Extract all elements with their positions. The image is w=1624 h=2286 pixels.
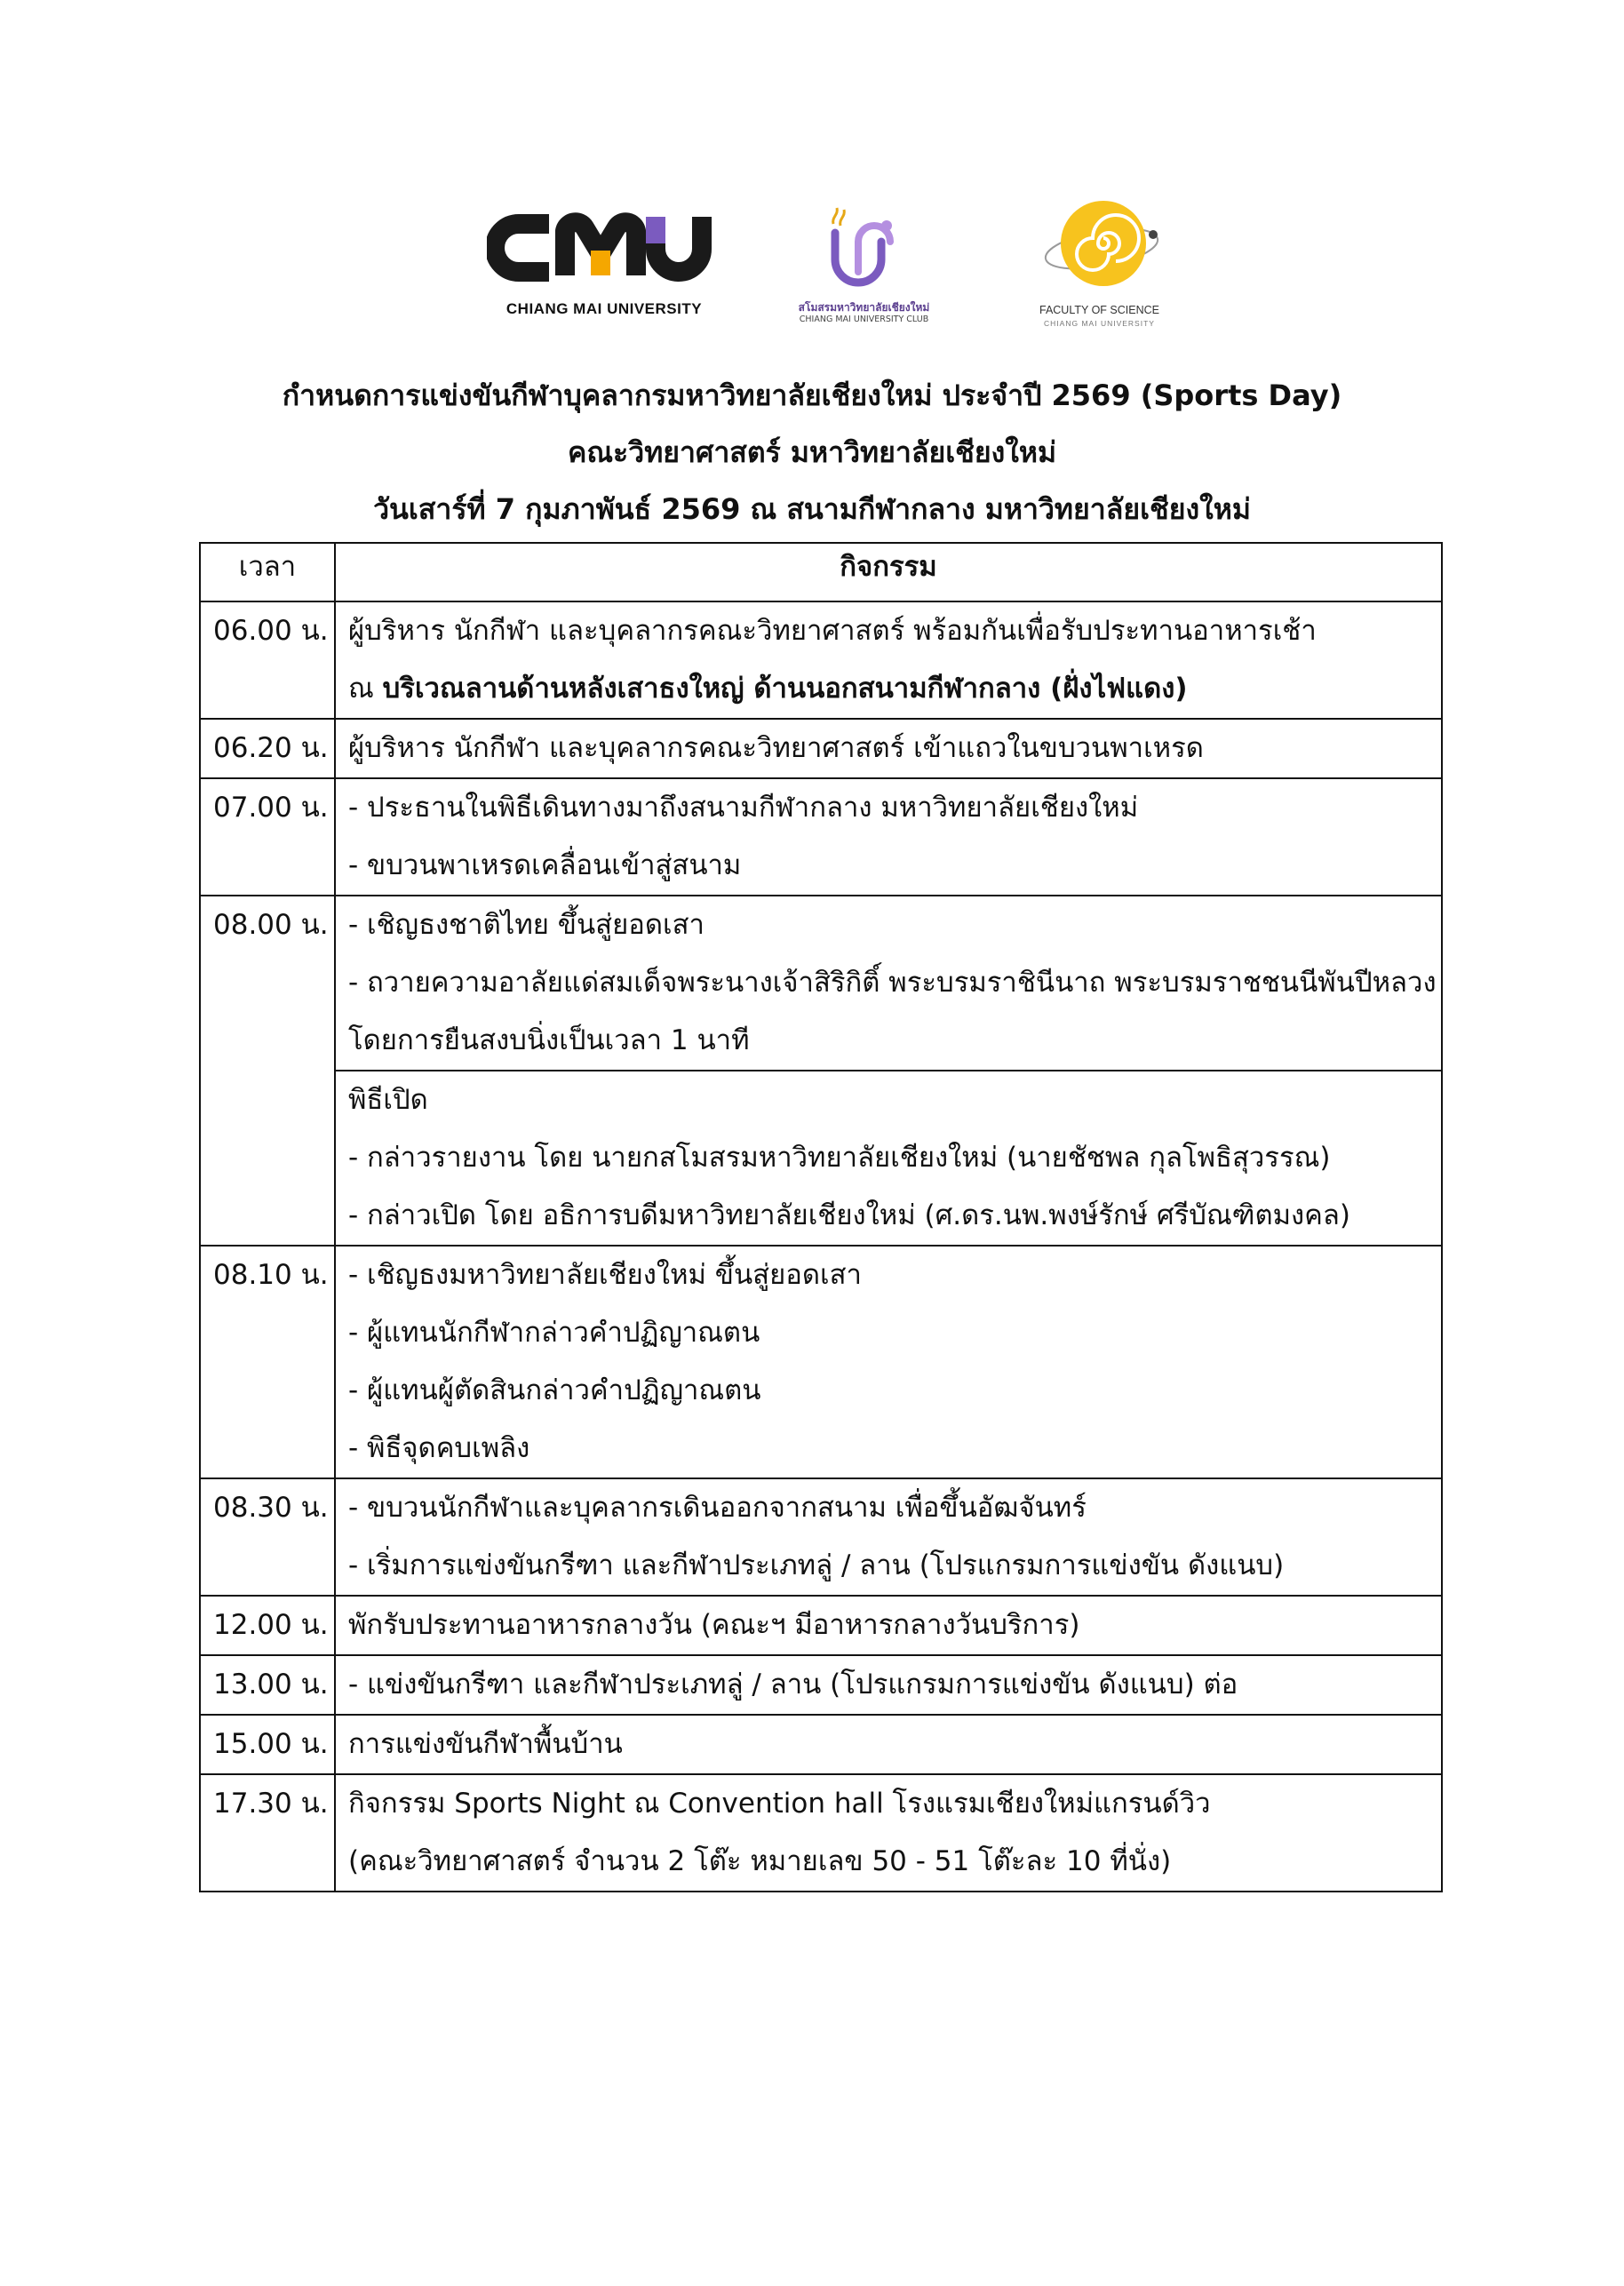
activity-line: - ผู้แทนผู้ตัดสินกล่าวคำปฏิญาณตน: [348, 1374, 761, 1406]
activity-line: พิธีเปิด: [348, 1084, 428, 1116]
cmu-caption: CHIANG MAI UNIVERSITY: [506, 300, 703, 317]
table-row: [200, 719, 1442, 778]
table-row: [200, 1478, 1442, 1596]
time-cell: 15.00 น.: [200, 1715, 335, 1774]
science-subcaption: CHIANG MAI UNIVERSITY: [1044, 319, 1155, 328]
table-row: [200, 601, 1442, 719]
activity-cell: [335, 1071, 1442, 1246]
activity-cell: [335, 778, 1442, 896]
activity-cell: [335, 1246, 1442, 1478]
activity-cell: [335, 1715, 1442, 1774]
activity-cell: [335, 1774, 1442, 1892]
time-cell: 08.00 น.: [200, 896, 335, 1246]
table-row: [200, 1774, 1442, 1892]
activity-line: - ประธานในพิธีเดินทางมาถึงสนามกีฬากลาง มหาวิทยาลัยเชียงใหม่: [348, 792, 1139, 824]
location-text: บริเวณลานด้านหลังเสาธงใหญ่ ด้านนอกสนามกีฬากลาง (ฝั่งไฟแดง): [382, 673, 1188, 705]
activity-line: [348, 660, 1441, 718]
location-prefix: ณ: [348, 673, 383, 705]
activity-line: - ถวายความอาลัยแด่สมเด็จพระนางเจ้าสิริกิติ์ พระบรมราชินีนาถ พระบรมราชชนนีพันปีหลวง: [348, 967, 1437, 999]
document-title: กำหนดการแข่งขันกีฬาบุคลากรมหาวิทยาลัยเชียงใหม่ ประจำปี 2569 (Sports Day): [282, 378, 1342, 412]
cmu-wordmark: [487, 211, 721, 284]
time-cell: 06.20 น.: [200, 719, 335, 778]
column-header-time: เวลา: [200, 543, 335, 601]
activity-line: - เริ่มการแข่งขันกรีฑา และกีฬาประเภทลู่ / ลาน (โปรแกรมการแข่งขัน ดังแนบ): [348, 1549, 1285, 1581]
science-emblem: [1039, 194, 1162, 300]
activity-line: ผู้บริหาร นักกีฬา และบุคลากรคณะวิทยาศาสตร์ เข้าแถวในขบวนพาเหรด: [348, 732, 1204, 764]
table-row: [200, 1071, 1442, 1246]
activity-cell: [335, 1655, 1442, 1715]
cmu-club-logo: [782, 206, 946, 331]
activity-line: - ขบวนนักกีฬาและบุคลากรเดินออกจากสนาม เพื่อขึ้นอัฒจันทร์: [348, 1492, 1087, 1524]
faculty-of-science-logo: [1022, 194, 1177, 336]
time-cell: 17.30 น.: [200, 1774, 335, 1892]
activity-line: กิจกรรม Sports Night ณ Convention hall โรงแรมเชียงใหม่แกรนด์วิว: [348, 1788, 1211, 1820]
table-row: [200, 896, 1442, 1071]
activity-line: - เชิญธงชาติไทย ขึ้นสู่ยอดเสา: [348, 909, 705, 941]
logo-bar: [0, 194, 1624, 336]
activity-cell: [335, 1478, 1442, 1596]
activity-cell: [335, 1596, 1442, 1655]
activity-line: พักรับประทานอาหารกลางวัน (คณะฯ มีอาหารกลางวันบริการ): [348, 1609, 1080, 1641]
activity-line: - ขบวนพาเหรดเคลื่อนเข้าสู่สนาม: [348, 849, 742, 881]
table-header-row: [200, 543, 1442, 601]
time-cell: 13.00 น.: [200, 1655, 335, 1715]
activity-line: ผู้บริหาร นักกีฬา และบุคลากรคณะวิทยาศาสตร์ พร้อมกันเพื่อรับประทานอาหารเช้า: [348, 615, 1317, 647]
activity-line: - ผู้แทนนักกีฬากล่าวคำปฏิญาณตน: [348, 1317, 760, 1349]
time-cell: 08.10 น.: [200, 1246, 335, 1478]
table-row: [200, 1655, 1442, 1715]
table-row: [200, 1596, 1442, 1655]
time-cell: 06.00 น.: [200, 601, 335, 719]
activity-line: (คณะวิทยาศาสตร์ จำนวน 2 โต๊ะ หมายเลข 50 - 51 โต๊ะละ 10 ที่นั่ง): [348, 1845, 1172, 1877]
table-row: [200, 1715, 1442, 1774]
date-venue-heading: วันเสาร์ที่ 7 กุมภาพันธ์ 2569 ณ สนามกีฬากลาง มหาวิทยาลัยเชียงใหม่: [373, 492, 1251, 526]
column-header-activity: กิจกรรม: [335, 543, 1442, 601]
activity-line: - กล่าวเปิด โดย อธิการบดีมหาวิทยาลัยเชียงใหม่ (ศ.ดร.นพ.พงษ์รักษ์ ศรีบัณฑิตมงคล): [348, 1199, 1350, 1231]
time-cell: 07.00 น.: [200, 778, 335, 896]
time-cell: 12.00 น.: [200, 1596, 335, 1655]
club-caption-en: CHIANG MAI UNIVERSITY CLUB: [799, 315, 929, 324]
table-row: [200, 1246, 1442, 1478]
time-cell: 08.30 น.: [200, 1478, 335, 1596]
schedule-table: [199, 542, 1443, 1892]
faculty-heading: คณะวิทยาศาสตร์ มหาวิทยาลัยเชียงใหม่: [567, 435, 1057, 469]
activity-line: การแข่งขันกีฬาพื้นบ้าน: [348, 1728, 623, 1760]
activity-line: - กล่าวรายงาน โดย นายกสโมสรมหาวิทยาลัยเชียงใหม่ (นายชัชพล กุลโพธิสุวรรณ): [348, 1142, 1331, 1174]
table-row: [200, 778, 1442, 896]
activity-cell: [335, 896, 1442, 1071]
science-caption: FACULTY OF SCIENCE: [1039, 304, 1159, 316]
activity-line: โดยการยืนสงบนิ่งเป็นเวลา 1 นาที: [348, 1024, 750, 1056]
activity-line: - เชิญธงมหาวิทยาลัยเชียงใหม่ ขึ้นสู่ยอดเสา: [348, 1259, 862, 1291]
activity-cell: [335, 719, 1442, 778]
activity-line: - พิธีจุดคบเพลิง: [348, 1432, 530, 1464]
club-caption-th: สโมสรมหาวิทยาลัยเชียงใหม่: [798, 301, 930, 314]
activity-cell: [335, 601, 1442, 719]
cmu-logo: [487, 211, 721, 323]
club-emblem: [824, 206, 904, 295]
activity-line: - แข่งขันกรีฑา และกีฬาประเภทลู่ / ลาน (โปรแกรมการแข่งขัน ดังแนบ) ต่อ: [348, 1669, 1238, 1701]
